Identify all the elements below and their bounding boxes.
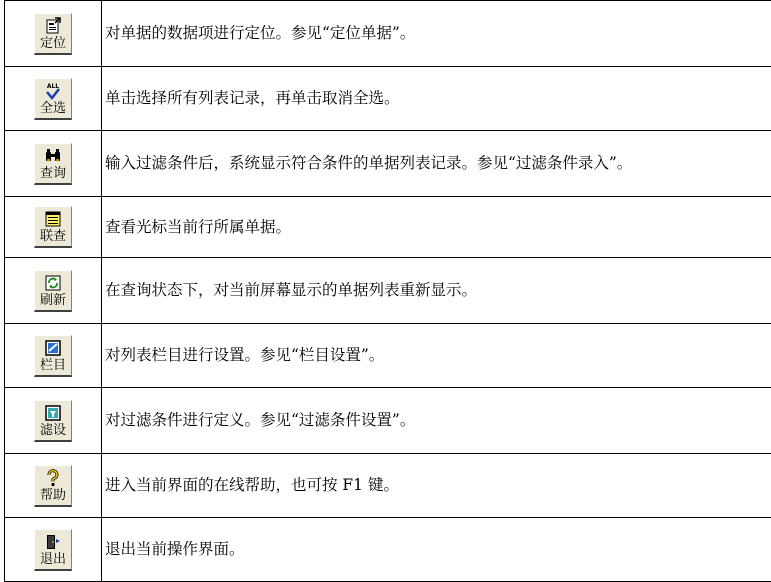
filter-settings-icon xyxy=(44,404,62,422)
table-row xyxy=(5,454,771,518)
table-row xyxy=(5,131,771,197)
filter-settings-button[interactable] xyxy=(34,400,72,442)
locate-description: 对单据的数据项进行定位。参见“定位单据”。 xyxy=(102,1,771,67)
select-all-icon-text: ALL xyxy=(47,83,59,90)
table-row xyxy=(5,388,771,454)
table-row xyxy=(5,518,771,582)
refresh-description: 在查询状态下，对当前屏幕显示的单据列表重新显示。 xyxy=(102,258,771,324)
refresh-button[interactable] xyxy=(34,270,72,312)
column-settings-button-label: 栏目 xyxy=(40,358,66,373)
column-settings-icon xyxy=(44,339,62,357)
filter-settings-description: 对过滤条件进行定义。参见“过滤条件设置”。 xyxy=(102,388,771,454)
exit-description: 退出当前操作界面。 xyxy=(102,518,771,582)
select-all-icon xyxy=(44,82,62,100)
query-button[interactable] xyxy=(34,143,72,185)
linked-query-button-label: 联查 xyxy=(40,229,66,244)
select-all-button-label: 全选 xyxy=(40,101,66,116)
table-row xyxy=(5,1,771,67)
linked-query-button[interactable] xyxy=(34,206,72,248)
help-description: 进入当前界面的在线帮助，也可按 F1 键。 xyxy=(102,454,771,518)
table-row xyxy=(5,197,771,258)
linked-query-description: 查看光标当前行所属单据。 xyxy=(102,197,771,258)
select-all-button[interactable] xyxy=(34,78,72,120)
help-button[interactable] xyxy=(34,465,72,507)
locate-icon xyxy=(44,17,62,35)
table-row xyxy=(5,258,771,324)
column-settings-button[interactable] xyxy=(34,335,72,377)
exit-door-icon xyxy=(44,533,62,551)
exit-button[interactable] xyxy=(34,529,72,571)
table-row xyxy=(5,67,771,131)
help-question-icon xyxy=(44,469,62,487)
locate-button-label: 定位 xyxy=(40,36,66,51)
select-all-description: 单击选择所有列表记录，再单击取消全选。 xyxy=(102,67,771,131)
exit-button-label: 退出 xyxy=(40,552,66,567)
toolbar-button-reference-table xyxy=(4,0,771,582)
query-button-label: 查询 xyxy=(40,166,66,181)
query-description: 输入过滤条件后，系统显示符合条件的单据列表记录。参见“过滤条件录入”。 xyxy=(102,131,771,197)
binoculars-icon xyxy=(44,147,62,165)
refresh-button-label: 刷新 xyxy=(40,293,66,308)
locate-button[interactable] xyxy=(34,13,72,55)
column-settings-description: 对列表栏目进行设置。参见“栏目设置”。 xyxy=(102,324,771,388)
filter-settings-button-label: 滤设 xyxy=(40,423,66,438)
refresh-icon xyxy=(44,274,62,292)
table-row xyxy=(5,324,771,388)
document-list-icon xyxy=(44,210,62,228)
help-button-label: 帮助 xyxy=(40,488,66,503)
